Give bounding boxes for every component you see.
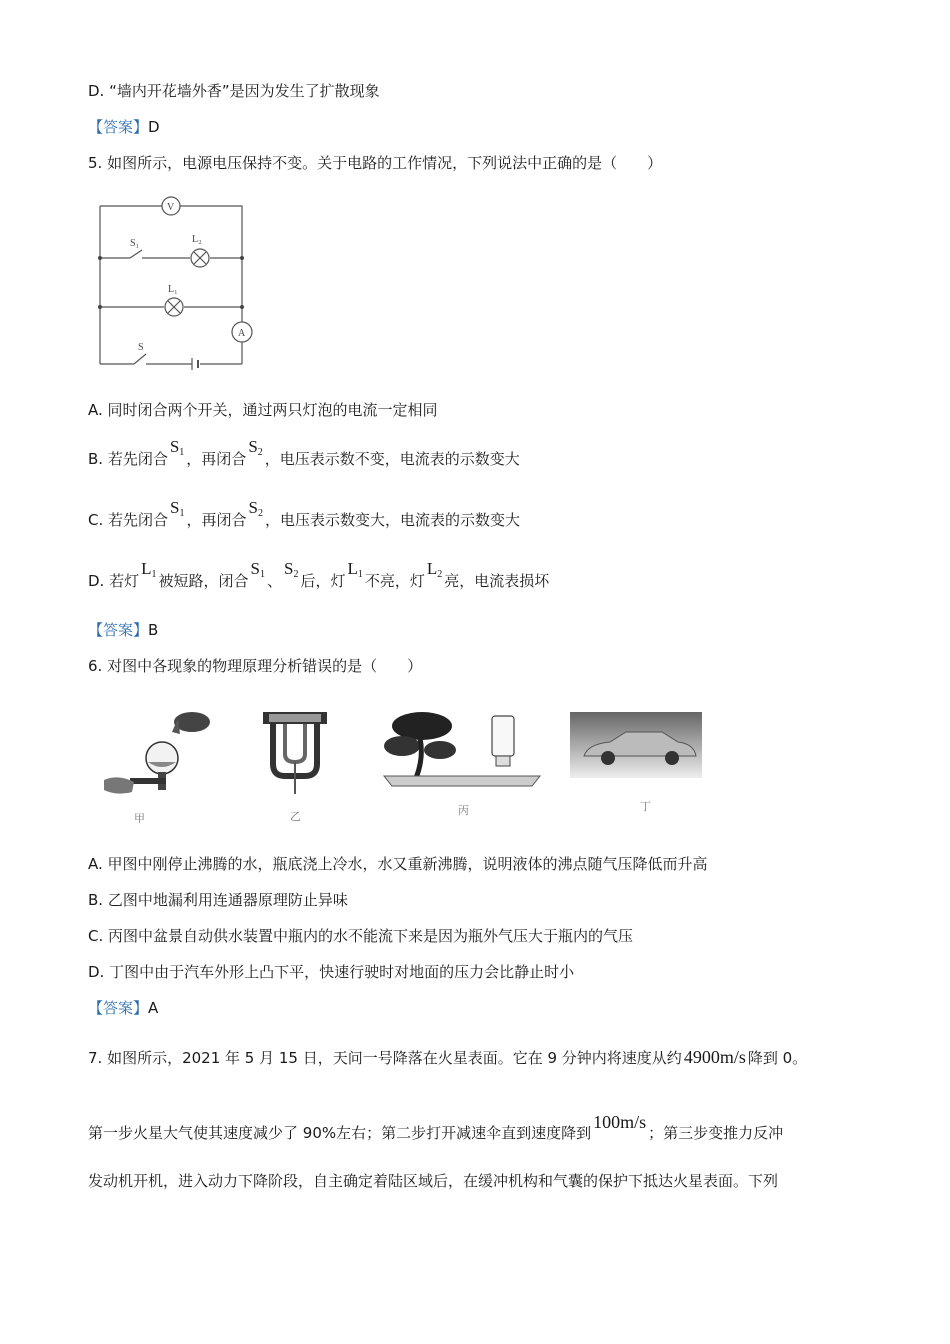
- figure-jia-boiling-flask: [100, 700, 230, 810]
- math-s2: $S_2$: [248, 437, 263, 458]
- text: 不亮，灯: [364, 572, 425, 590]
- math-v1: 4900m/s: [683, 1047, 746, 1067]
- answer-label: 【答案】: [88, 999, 149, 1017]
- q7-line-3: 发动机开机，进入动力下降阶段，自主确定着陆区域后，在缓冲机构和气囊的保护下抵达火星表面。下列: [88, 1172, 779, 1190]
- switch-s1-label: S₁: [130, 238, 140, 249]
- answer-value: D: [148, 118, 160, 136]
- q5-option-d: [88, 559, 550, 597]
- figure-bing-bonsai: [382, 702, 542, 794]
- text: 第一步火星大气使其速度减少了 90%左右；第二步打开减速伞直到速度降到: [88, 1124, 592, 1142]
- text: C. 若先闭合: [88, 511, 169, 529]
- text: D. 若灯: [88, 572, 140, 590]
- q5-option-c: [88, 498, 520, 536]
- lamp-l2-label: L₂: [192, 234, 202, 245]
- math-l2: $L_2$: [426, 559, 443, 580]
- q6-option-b: B. 乙图中地漏利用连通器原理防止异味: [88, 891, 348, 909]
- lamp-l1-label: L₁: [168, 284, 178, 295]
- text: ，再闭合: [186, 450, 247, 468]
- math-s2: $S_2$: [248, 498, 263, 519]
- q4-answer: [88, 117, 160, 137]
- q6-answer: [88, 998, 158, 1018]
- q6-stem: 6. 对图中各现象的物理原理分析错误的是（ ）: [88, 657, 423, 675]
- text: ，电压表示数变大，电流表的示数变大: [264, 511, 520, 529]
- caption-ding: 丁: [640, 801, 651, 813]
- caption-yi: 乙: [290, 811, 301, 823]
- q7-line-2: [88, 1112, 784, 1143]
- q5-option-b: [88, 437, 520, 475]
- voltmeter-label: V: [167, 202, 175, 213]
- caption-bing: 丙: [458, 805, 469, 817]
- q4-option-d: D. “墙内开花墙外香”是因为发生了扩散现象: [88, 82, 380, 100]
- text: ，再闭合: [186, 511, 247, 529]
- circuit-diagram: [92, 192, 262, 370]
- math-v2: 100m/s: [593, 1112, 647, 1132]
- text: 亮，电流表损坏: [444, 572, 550, 590]
- text: ；第三步变推力反冲: [648, 1124, 784, 1142]
- caption-jia: 甲: [134, 813, 145, 825]
- text: 7. 如图所示，2021 年 5 月 15 日，天问一号降落在火星表面。它在 9 分钟内将速度从约: [88, 1049, 682, 1067]
- answer-value: A: [148, 999, 159, 1017]
- q6-option-a: A. 甲图中刚停止沸腾的水，瓶底浇上冷水，水又重新沸腾，说明液体的沸点随气压降低而升高: [88, 855, 708, 873]
- text: 降到 0。: [747, 1049, 808, 1067]
- answer-label: 【答案】: [88, 118, 149, 136]
- ammeter-label: A: [238, 328, 246, 339]
- text: 被短路，闭合: [158, 572, 249, 590]
- text: 、: [266, 572, 282, 590]
- math-s1: $S_1$: [250, 559, 265, 580]
- answer-value: B: [148, 621, 159, 639]
- math-l1: $L_1$: [347, 559, 363, 580]
- text: ，电压表示数不变，电流表的示数变大: [264, 450, 520, 468]
- math-s1: $S_1$: [170, 498, 185, 519]
- q5-option-a: A. 同时闭合两个开关，通过两只灯泡的电流一定相同: [88, 401, 438, 419]
- q5-stem: 5. 如图所示，电源电压保持不变。关于电路的工作情况，下列说法中正确的是（ ）: [88, 154, 663, 172]
- answer-label: 【答案】: [88, 621, 149, 639]
- q6-option-c: C. 丙图中盆景自动供水装置中瓶内的水不能流下来是因为瓶外气压大于瓶内的气压: [88, 927, 634, 945]
- switch-s-label: S: [138, 342, 144, 353]
- text: 后，灯: [300, 572, 346, 590]
- q6-option-d: D. 丁图中由于汽车外形上凸下平，快速行驶时对地面的压力会比静止时小: [88, 963, 575, 981]
- text: B. 若先闭合: [88, 450, 168, 468]
- math-s2: $S_2$: [283, 559, 299, 580]
- math-s1: $S_1$: [169, 437, 185, 458]
- figure-ding-car: [570, 712, 702, 778]
- figure-yi-floor-drain: [255, 708, 335, 798]
- q5-answer: [88, 620, 158, 640]
- math-l1: $L_1$: [141, 559, 157, 580]
- q7-line-1: [88, 1047, 807, 1068]
